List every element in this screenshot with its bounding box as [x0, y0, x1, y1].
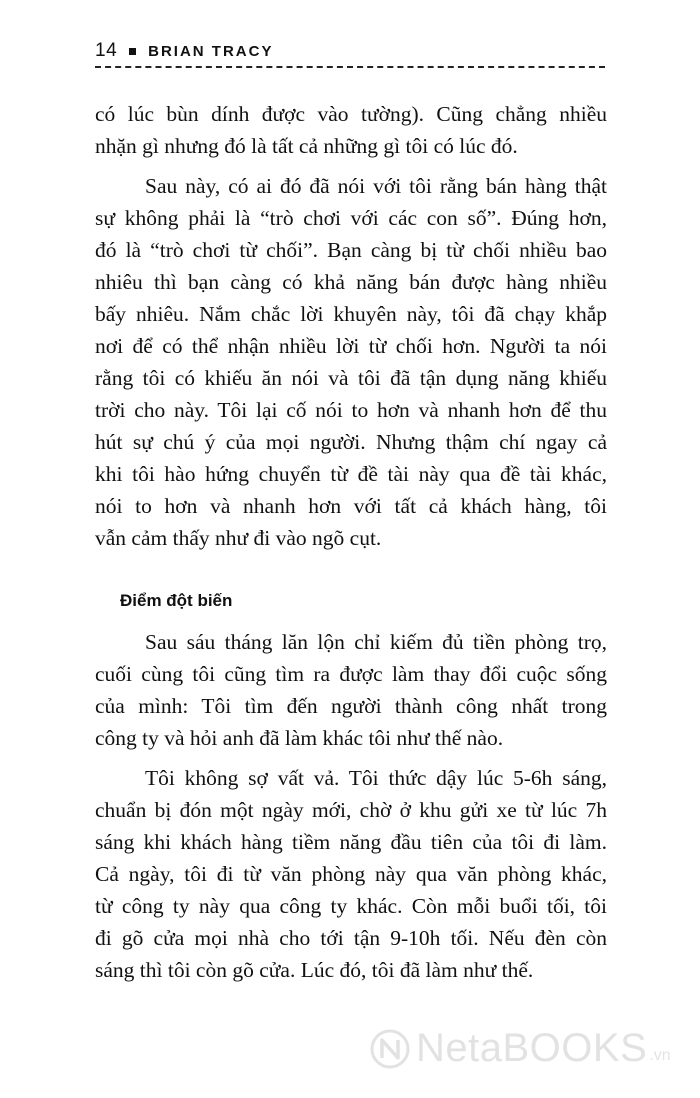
paragraph [95, 170, 607, 554]
text-line: Sau sáu tháng lăn lộn chỉ kiếm đủ tiền phòng trọ, [145, 630, 607, 654]
text-line: khi tôi hào hứng chuyển từ đề tài này qua đề tài khác, [95, 462, 607, 486]
running-head: BRIAN TRACY [148, 42, 274, 60]
text-line: Tôi không sợ vất vả. Tôi thức dậy lúc 5-6h sáng, [145, 766, 607, 790]
square-bullet-icon [129, 48, 136, 55]
text-line: có lúc bùn dính được vào tường). Cũng chẳng nhiều [95, 102, 607, 126]
text-line: hút sự chú ý của mọi người. Nhưng thậm chí ngay cả [95, 430, 607, 454]
text-line: nói to hơn và nhanh hơn với tất cả khách hàng, tôi [95, 494, 607, 518]
text-line: nơi để có thể nhận nhiều lời từ chối hơn. Người ta nói [95, 334, 607, 358]
text-line: nhặn gì nhưng đó là tất cả những gì tôi có lúc đó. [95, 134, 518, 158]
text-line: sáng khi khách hàng tiềm năng đầu tiên của tôi đi làm. [95, 830, 607, 854]
text-line: đó là “trò chơi từ chối”. Bạn càng bị từ chối nhiều bao [95, 238, 607, 262]
text-line: sáng thì tôi còn gõ cửa. Lúc đó, tôi đã làm như thế. [95, 958, 534, 982]
watermark-suffix: .vn [649, 1046, 671, 1064]
header-rule [95, 66, 605, 68]
text-line: công ty và hỏi anh đã làm khác tôi như thế nào. [95, 726, 504, 750]
watermark-brand: NetaBOOKS [416, 1026, 648, 1070]
text-line: rằng tôi có khiếu ăn nói và tôi đã tận dụng năng khiếu [95, 366, 607, 390]
netabooks-logo-icon [368, 1027, 412, 1071]
paragraph [95, 626, 607, 754]
text-line: của mình: Tôi tìm đến người thành công nhất trong [95, 694, 607, 718]
body-text [95, 98, 607, 986]
page-number: 14 [95, 40, 118, 61]
text-line: trời cho này. Tôi lại cố nói to hơn và nhanh hơn để thu [95, 398, 607, 422]
text-line: vẫn cảm thấy như đi vào ngõ cụt. [95, 526, 382, 550]
text-line: bấy nhiêu. Nắm chắc lời khuyên này, tôi đã chạy khắp [95, 302, 607, 326]
text-line: cuối cùng tôi cũng tìm ra được làm thay đổi cuộc sống [95, 662, 607, 686]
text-line: từ công ty này qua công ty khác. Còn mỗi buổi tối, tôi [95, 894, 607, 918]
text-line: đi gõ cửa mọi nhà cho tới tận 9-10h tối. Nếu đèn còn [95, 926, 607, 950]
text-line: chuẩn bị đón một ngày mới, chờ ở khu gửi xe từ lúc 7h [95, 798, 607, 822]
text-line: nhiêu thì bạn càng có khả năng bán được hàng nhiều [95, 270, 607, 294]
text-line: Cả ngày, tôi đi từ văn phòng này qua văn phòng khác, [95, 862, 607, 886]
paragraph [95, 762, 607, 986]
text-line: sự không phải là “trò chơi với các con số”. Đúng hơn, [95, 206, 607, 230]
paragraph [95, 98, 607, 162]
text-line: Sau này, có ai đó đã nói với tôi rằng bán hàng thật [145, 174, 607, 198]
watermark [368, 1026, 671, 1071]
page-header [95, 38, 605, 64]
section-heading: Điểm đột biến [120, 591, 233, 610]
